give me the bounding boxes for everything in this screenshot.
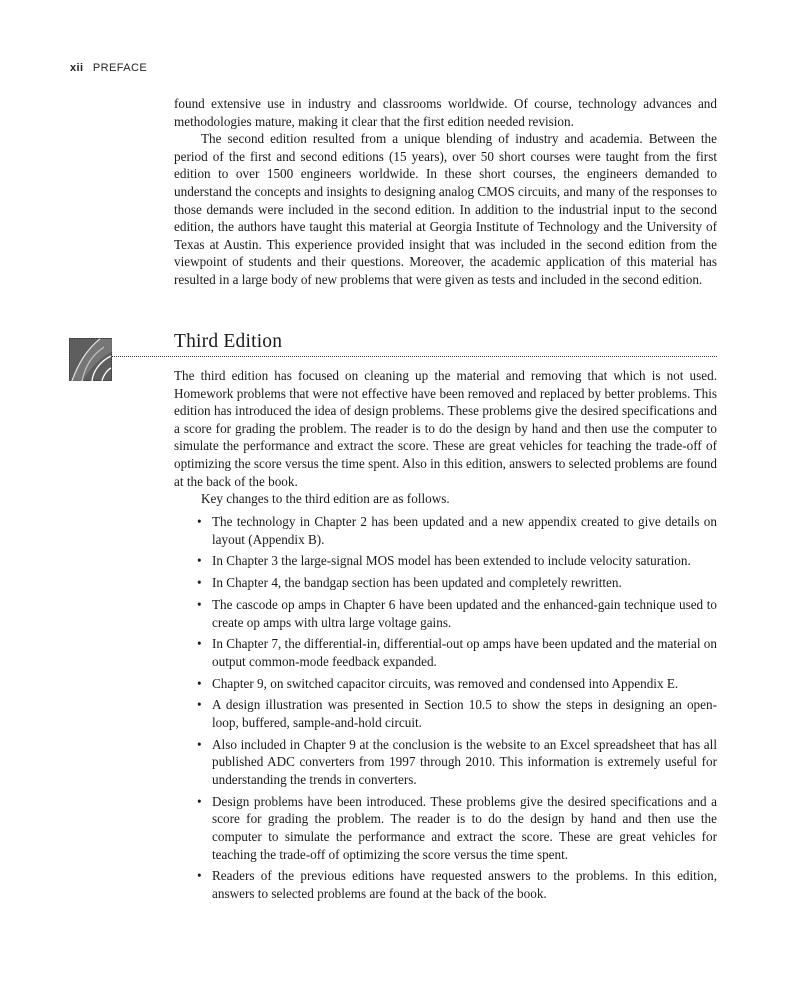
- running-head-section: PREFACE: [92, 62, 148, 74]
- paragraph: Key changes to the third edition are as follows.: [201, 491, 450, 507]
- list-item: • Readers of the previous editions have requested answers to the problems. In this edition, answers to selected problems are found at the back of the book.: [197, 868, 717, 901]
- paragraph: The third edition has focused on cleaning up the material and removing that which is not used. Homework problems that were not effective have been removed and replaced by better problems. This edition has introduced the idea of design problems. These problems give the desired specifications and a score for grading the problem. The reader is to do the design by hand and then use the computer to simulate the performance and extract the score. These are great vehicles for teaching the trade-off of optimizing the score versus the time spent. Also in this edition, answers to selected problems are found at the back of the book.: [174, 368, 717, 489]
- list-item: • The technology in Chapter 2 has been updated and a new appendix created to give details on layout (Appendix B).: [197, 514, 717, 547]
- running-head: [70, 62, 147, 74]
- bullet-icon: •: [197, 697, 202, 713]
- bullet-icon: •: [197, 636, 202, 652]
- list-item: • In Chapter 7, the differential-in, differential-out op amps have been updated and the material on output common-mode feedback expanded.: [197, 636, 717, 669]
- section-heading: Third Edition: [174, 331, 283, 352]
- list-item: • Design problems have been introduced. These problems give the desired specifications and a score for grading the problem. The reader is to do the design by hand and then use the computer to simulate the performance and extract the score. These are great vehicles for teaching the trade-off of optimizing the score versus the time spent.: [197, 793, 717, 862]
- section-ornament-icon: [69, 338, 112, 381]
- list-item: • A design illustration was presented in Section 10.5 to show the steps in designing an open-loop, buffered, sample-and-hold circuit.: [197, 697, 717, 731]
- list-item: • Also included in Chapter 9 at the conclusion is the website to an Excel spreadsheet that has all published ADC converters from 1997 through 2010. This information is extremely useful for understanding the trends in converters.: [197, 736, 717, 788]
- list-item: • In Chapter 4, the bandgap section has been updated and completely rewritten.: [197, 575, 622, 591]
- bullet-icon: •: [197, 793, 202, 809]
- bullet-icon: •: [197, 596, 202, 612]
- bullet-icon: •: [197, 514, 202, 529]
- page-number: xii: [70, 62, 84, 74]
- paragraph: found extensive use in industry and classrooms worldwide. Of course, technology advances and methodologies mature, making it clear that the first edition needed revision.: [174, 96, 717, 129]
- bullet-icon: •: [197, 675, 202, 691]
- list-item: • The cascode op amps in Chapter 6 have been updated and the enhanced-gain technique used to create op amps with ultra large voltage gains.: [197, 596, 717, 630]
- key-changes-list: [197, 513, 717, 907]
- section-divider: [112, 356, 717, 357]
- list-item: • In Chapter 3 the large-signal MOS model has been extended to include velocity saturation.: [197, 553, 691, 569]
- paragraph: The second edition resulted from a unique blending of industry and academia. Between the period of the first and second editions (15 years), over 50 short courses were taught from the first edition to over 1500 engineers worldwide. In these short courses, the engineers demanded to understand the concepts and insights to designing analog CMOS circuits, and many of the responses to those demands were included in the second edition. In addition to the industrial input to the second edition, the authors have taught this material at Georgia Institute of Technology and the University of Texas at Austin. This experience provided insight that was included in the second edition from the viewpoint of students and their questions. Moreover, the academic application of this material has resulted in a large body of new problems that were given as tests and included in the second edition.: [174, 131, 717, 287]
- third-edition-text: [174, 367, 717, 508]
- list-item: • Chapter 9, on switched capacitor circuits, was removed and condensed into Appendix E.: [197, 675, 679, 691]
- bullet-icon: •: [197, 553, 202, 569]
- bullet-icon: •: [197, 868, 202, 884]
- bullet-icon: •: [197, 575, 202, 591]
- intro-text: [174, 95, 717, 289]
- bullet-icon: •: [197, 736, 202, 752]
